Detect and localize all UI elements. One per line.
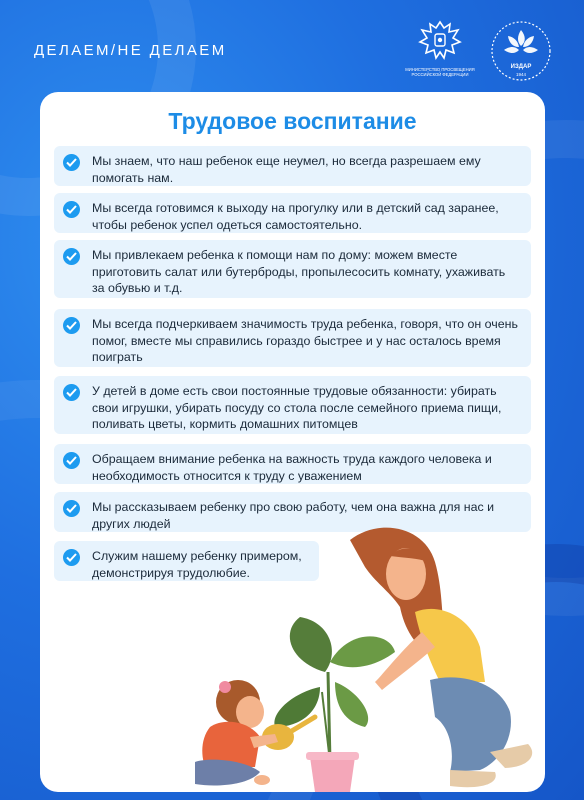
list-item-text: Обращаем внимание ребенка на важность труда каждого человека и необходимость относится к труду с уважением <box>92 452 492 483</box>
list-item-text: Мы рассказываем ребенку про свою работу, чем она важна для нас и других людей <box>92 500 495 531</box>
check-icon <box>63 384 80 401</box>
list-item-text: Мы знаем, что наш ребенок еще неумел, но всегда разрешаем ему помогать нам. <box>92 154 481 185</box>
list-item-text: У детей в доме есть свои постоянные трудовые обязанности: убирать свои игрушки, убирать посуду со стола после семейного приема пищи, поливать цветы, кормить домашних питомцев <box>92 384 502 431</box>
list-item-text: Мы всегда готовимся к выходу на прогулку или в детский сад заранее, чтобы ребенок успел одеться самостоятельно. <box>92 201 499 232</box>
izar-name: ИЗДАР <box>510 64 532 70</box>
izar-logo <box>490 20 552 82</box>
list-item <box>54 376 531 434</box>
list-item <box>54 309 531 367</box>
mother-child-illustration <box>150 522 545 792</box>
header-title: ДЕЛАЕМ/НЕ ДЕЛАЕМ <box>34 42 227 59</box>
card-title: Трудовое воспитание <box>168 108 417 134</box>
check-icon <box>63 500 80 517</box>
check-icon <box>63 154 80 171</box>
check-icon <box>63 248 80 265</box>
list-item <box>54 240 531 298</box>
list-item <box>54 444 531 484</box>
list-item <box>54 146 531 186</box>
check-icon <box>63 317 80 334</box>
izar-year: 1944 <box>515 72 526 77</box>
check-icon <box>63 452 80 469</box>
content-card <box>40 92 545 792</box>
list-item-text: Служим нашему ребенку примером, демонстрируя трудолюбие. <box>92 549 302 580</box>
check-icon <box>63 201 80 218</box>
list-item <box>54 193 531 233</box>
ministry-emblem-icon <box>416 18 464 64</box>
list-item-text: Мы всегда подчеркиваем значимость труда ребенка, говоря, что он очень помог, вместе мы справились гораздо быстрее и у нас осталось время поиграть <box>92 317 518 364</box>
ministry-logo <box>404 18 476 77</box>
check-icon <box>63 549 80 566</box>
list-item-text: Мы привлекаем ребенка к помощи нам по дому: можем вместе приготовить салат или бутерброды, пропылесосить комнату, ухаживать за обувью и т.д. <box>92 248 506 295</box>
ministry-caption: МИНИСТЕРСТВО ПРОСВЕЩЕНИЯ РОССИЙСКОЙ ФЕДЕРАЦИИ <box>405 67 475 77</box>
